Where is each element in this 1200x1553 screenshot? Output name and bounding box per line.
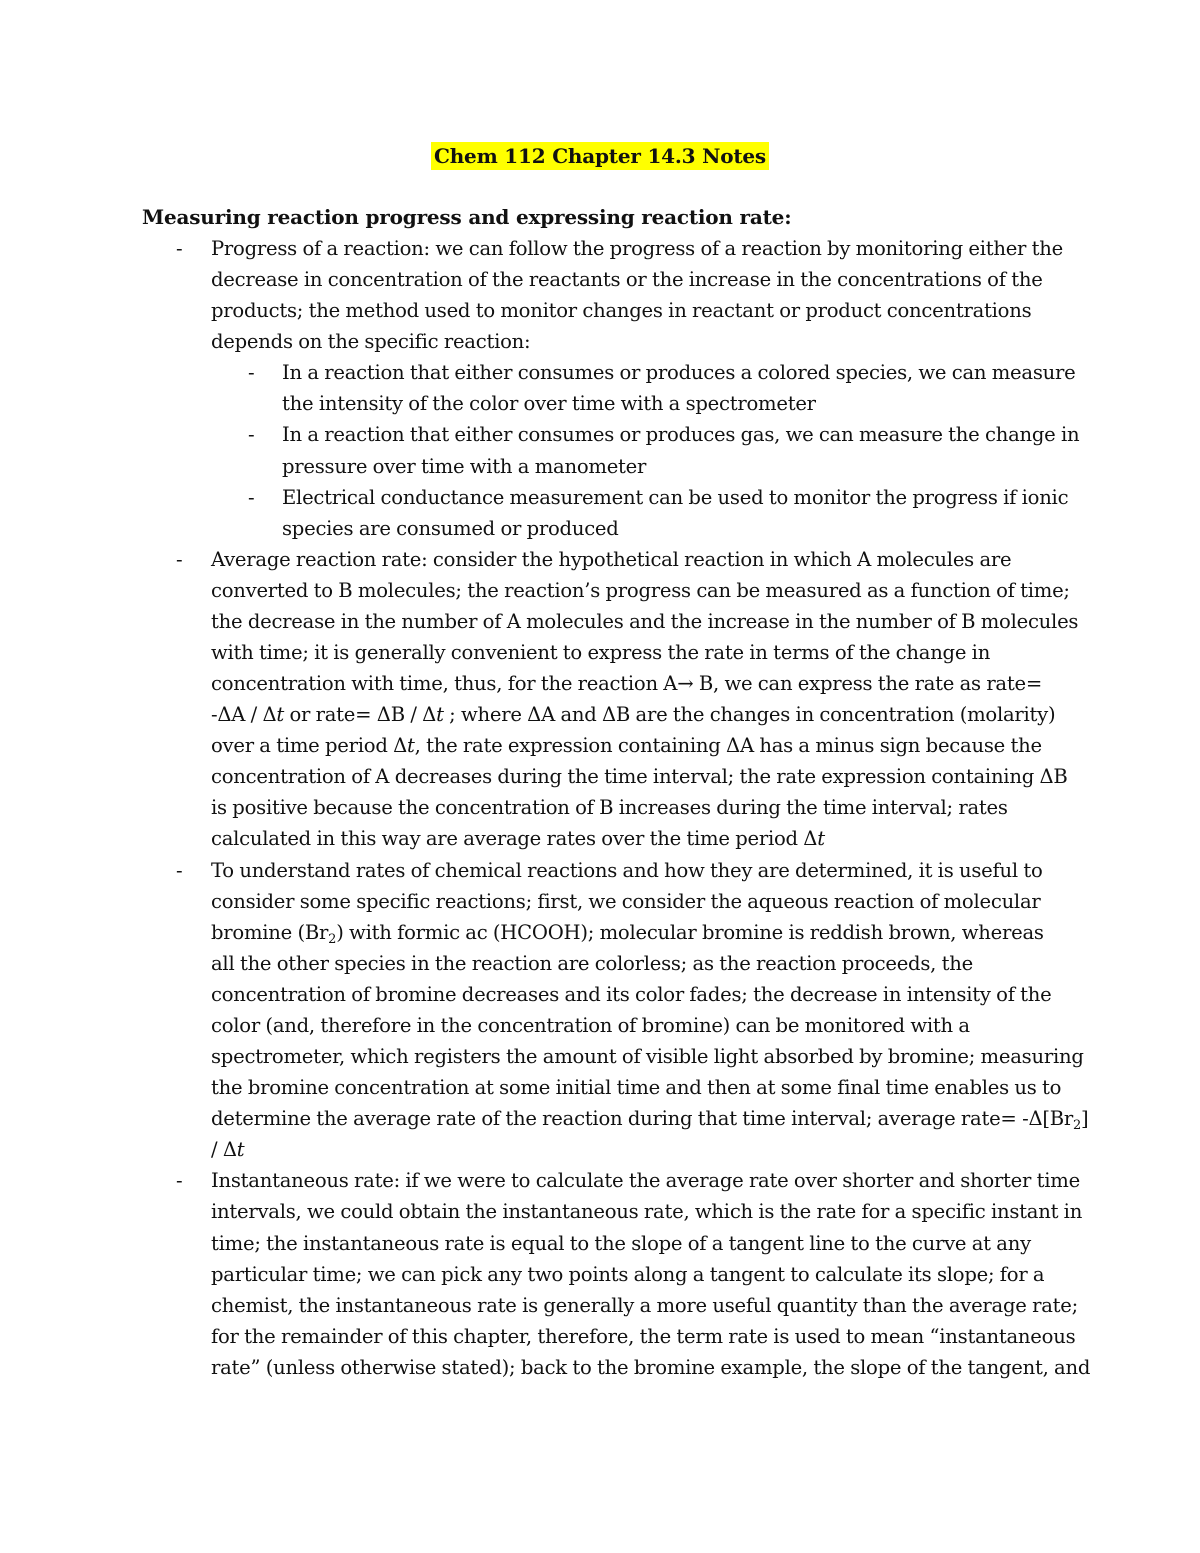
text-line (0, 326, 1200, 357)
line-text: concentration of bromine decreases and its color fades; the decrease in intensity of the (211, 982, 1052, 1006)
line-text: In a reaction that either consumes or produces a colored species, we can measure (282, 361, 1076, 385)
text-line (0, 1321, 1200, 1352)
text-run: calculated in this way are average rates over the time period Δ (211, 827, 818, 851)
italic-variable: t (236, 1138, 245, 1162)
line-text: concentration of A decreases during the time interval; the rate expression containing ΔB (211, 765, 1068, 789)
list-bullet-dash: - (176, 547, 183, 571)
text-line (0, 699, 1200, 730)
text-run: , the rate expression containing ΔA has a minus sign because the (414, 734, 1042, 758)
text-line (0, 855, 1200, 886)
line-text: the decrease in the number of A molecules and the increase in the number of B molecules (211, 609, 1079, 633)
text-line (0, 948, 1200, 979)
text-run: ] (1081, 1107, 1089, 1131)
line-text: converted to B molecules; the reaction’s progress can be measured as a function of time; (211, 578, 1070, 602)
text-line (0, 823, 1200, 854)
list-bullet-dash: - (248, 485, 255, 509)
line-text (211, 823, 825, 854)
line-text: concentration with time, thus, for the reaction A→ B, we can express the rate as rate= (211, 672, 1043, 696)
line-text: the intensity of the color over time with a spectrometer (282, 392, 816, 416)
text-line (0, 388, 1200, 419)
text-line (0, 295, 1200, 326)
italic-variable: t (276, 703, 285, 727)
line-text (211, 699, 1055, 730)
line-text (211, 1134, 244, 1165)
text-line (0, 792, 1200, 823)
line-text: depends on the specific reaction: (211, 330, 531, 354)
text-line (0, 1134, 1200, 1165)
line-text: is positive because the concentration of B increases during the time interval; rates (211, 796, 1008, 820)
text-run: -ΔA / Δ (211, 703, 277, 727)
text-line (0, 1072, 1200, 1103)
line-text: intervals, we could obtain the instantaneous rate, which is the rate for a specific instant in (211, 1200, 1083, 1224)
text-line (0, 886, 1200, 917)
line-text: consider some specific reactions; first, we consider the aqueous reaction of molecular (211, 889, 1041, 913)
text-line (0, 1165, 1200, 1196)
line-text: In a reaction that either consumes or produces gas, we can measure the change in (282, 423, 1080, 447)
text-run: bromine (Br (211, 920, 329, 944)
text-line (0, 575, 1200, 606)
line-text: particular time; we can pick any two points along a tangent to calculate its slope; for a (211, 1262, 1045, 1286)
text-line (0, 1259, 1200, 1290)
text-line (0, 357, 1200, 388)
text-line (0, 451, 1200, 482)
list-bullet-dash: - (248, 423, 255, 447)
text-line (0, 668, 1200, 699)
text-line (0, 264, 1200, 295)
text-line (0, 979, 1200, 1010)
text-line (0, 513, 1200, 544)
text-line (0, 1228, 1200, 1259)
line-text: decrease in concentration of the reactants or the increase in the concentrations of the (211, 268, 1043, 292)
line-text: products; the method used to monitor changes in reactant or product concentrations (211, 299, 1032, 323)
text-line (0, 637, 1200, 668)
line-text (211, 1103, 1088, 1134)
text-run: ) with formic ac (HCOOH); molecular bromine is reddish brown, whereas (336, 920, 1044, 944)
subscript-text: 2 (328, 931, 337, 947)
text-line (0, 761, 1200, 792)
list-bullet-dash: - (248, 361, 255, 385)
line-text (211, 730, 1042, 761)
notes-body (0, 233, 1200, 1383)
document-title: Chem 112 Chapter 14.3 Notes (431, 142, 769, 170)
line-text: Progress of a reaction: we can follow the progress of a reaction by monitoring either the (211, 237, 1063, 260)
line-text: pressure over time with a manometer (282, 454, 647, 478)
line-text: time; the instantaneous rate is equal to the slope of a tangent line to the curve at any (211, 1231, 1031, 1255)
line-text: all the other species in the reaction are colorless; as the reaction proceeds, the (211, 951, 973, 975)
title-container (0, 142, 1200, 170)
line-text: To understand rates of chemical reactions and how they are determined, it is useful to (211, 858, 1043, 882)
text-line (0, 233, 1200, 264)
text-line (0, 606, 1200, 637)
line-text: Average reaction rate: consider the hypothetical reaction in which A molecules are (211, 547, 1012, 571)
text-line (0, 1196, 1200, 1227)
line-text: spectrometer, which registers the amount of visible light absorbed by bromine; measuring (211, 1045, 1084, 1069)
subscript-text: 2 (1073, 1118, 1082, 1134)
text-run: determine the average rate of the reaction during that time interval; average rate= -Δ[Br (211, 1107, 1074, 1131)
text-run: or rate= ΔB / Δ (284, 703, 437, 727)
italic-variable: t (436, 703, 444, 727)
list-bullet-dash: - (176, 1169, 183, 1193)
line-text: species are consumed or produced (282, 516, 619, 540)
line-text: rate” (unless otherwise stated); back to the bromine example, the slope of the tangent, and (211, 1355, 1091, 1379)
text-line (0, 1041, 1200, 1072)
text-line (0, 1010, 1200, 1041)
section-heading: Measuring reaction progress and expressing reaction rate: (142, 205, 792, 229)
text-line (0, 1352, 1200, 1383)
text-line (0, 917, 1200, 948)
italic-variable: t (817, 827, 825, 851)
line-text: for the remainder of this chapter, therefore, the term rate is used to mean “instantaneous (211, 1324, 1076, 1348)
list-bullet-dash: - (176, 858, 183, 882)
text-line (0, 544, 1200, 575)
text-run: ; where ΔA and ΔB are the changes in concentration (molarity) (443, 703, 1056, 727)
line-text: Electrical conductance measurement can be used to monitor the progress if ionic (282, 485, 1069, 509)
text-line (0, 1290, 1200, 1321)
line-text: chemist, the instantaneous rate is generally a more useful quantity than the average rate; (211, 1293, 1078, 1317)
text-line (0, 482, 1200, 513)
line-text: color (and, therefore in the concentration of bromine) can be monitored with a (211, 1013, 970, 1037)
text-line (0, 419, 1200, 450)
line-text: with time; it is generally convenient to express the rate in terms of the change in (211, 641, 991, 665)
italic-variable: t (407, 734, 415, 758)
line-text: Instantaneous rate: if we were to calculate the average rate over shorter and shorter time (211, 1169, 1080, 1193)
text-run: over a time period Δ (211, 734, 407, 758)
text-run: / Δ (211, 1138, 237, 1162)
text-line (0, 730, 1200, 761)
text-line (0, 1103, 1200, 1134)
line-text (211, 917, 1044, 948)
list-bullet-dash: - (176, 237, 183, 260)
line-text: the bromine concentration at some initial time and then at some final time enables us to (211, 1076, 1062, 1100)
